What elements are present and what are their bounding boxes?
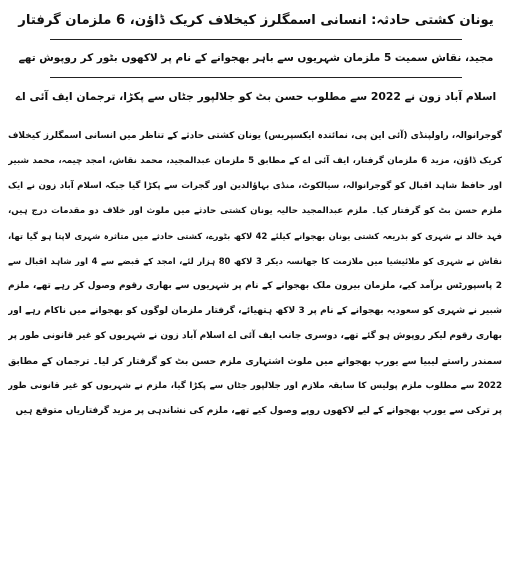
body-line: بھاری رقوم لیکر روپوش ہو گئے تھے، دوسری جانب ایف آئی اے اسلام آباد زون نے شہریوں کو غیر قانونی طور پر [8,331,502,341]
body-line: نقاش نے شہری کو ملائیشیا میں ملازمت کا جھانسہ دیکر 3 لاکھ 80 ہزار لئے، امجد کے قبضے سے 4 اور شاہد اقبال سے [8,256,502,266]
body-line: سمندر راستے لیبیا سے یورپ بھجوانے میں ملوث اشتہاری ملزم حسن بٹ کو گرفتار کر لیا۔ ترجمان کے مطابق [8,356,502,367]
headline-sub-1: مجید، نقاش سمیت 5 ملزمان شہریوں سے باہر بھجوانے کے نام پر لاکھوں بٹور کر روپوش تھے [18,52,494,64]
body-line: کریک ڈاؤن، مزید 6 ملزمان گرفتار، ایف آئی اے کے مطابق 5 ملزمان عبدالمجید، محمد نقاش، امجد چیمہ، محمد شبیر [8,156,502,166]
headline-sub-2: اسلام آباد زون نے 2022 سے مطلوب حسن بٹ کو جلالپور جٹاں سے پکڑا، ترجمان ایف آئی اے [15,90,497,103]
headline-divider [50,77,462,78]
body-line: شبیر نے شہری کو سعودیہ بھجوانے کے نام پر 3 لاکھ ہتھیائے، گرفتار ملزمان لوگوں کو بھجوانے میں ناکام رہے اور [8,306,502,316]
article-body [8,124,502,424]
body-line: 2022 سے مطلوب ملزم پولیس کا سابقہ ملازم اور جلالپور جٹاں سے پکڑا گیا، ملزم نے شہریوں کو غیر قانونی طور [8,381,502,391]
body-line: ملزم حسن بٹ کو گرفتار کیا۔ ملزم عبدالمجید حالیہ یونان کشتی حادثے میں ملوث اور خلاف دو مقدمات درج ہیں، [8,206,502,216]
headline-main: یونان کشتی حادثہ: انسانی اسمگلرز کیخلاف کریک ڈاؤن، 6 ملزمان گرفتار [18,13,494,28]
body-line: اور حافظ شاہد اقبال کو گوجرانوالہ، سیالکوٹ، منڈی بہاؤالدین اور گجرات سے پکڑا گیا جبکہ اسلام آباد زون نے ایک [8,181,502,191]
body-line: پر ترکی سے یورپ بھجوانے کے لیے لاکھوں روپے وصول کیے تھے، ملزم کی نشاندہی پر مزید گرفتاریاں متوقع ہیں [15,406,502,416]
headline-block [14,6,498,112]
body-line: 2 پاسپورٹس برآمد کیے، ملزمان بیرون ملک بھجوانے کے نام پر شہریوں سے بھاری رقوم وصول کر رہے تھے، ملزم [8,281,502,291]
body-line: گوجرانوالہ، راولپنڈی (آئی این پی، نمائندہ ایکسپریس) یونان کشتی حادثے کے تناظر میں انسانی اسمگلرز کیخلاف [8,131,502,141]
body-line: فہد خالد نے شہری کو بذریعہ کشتی یونان بھجوانے کیلئے 42 لاکھ بٹورے، کشتی حادثے میں متاثرہ شہری لاپتا ہو گیا تھا، [8,231,502,241]
headline-divider [50,39,462,40]
